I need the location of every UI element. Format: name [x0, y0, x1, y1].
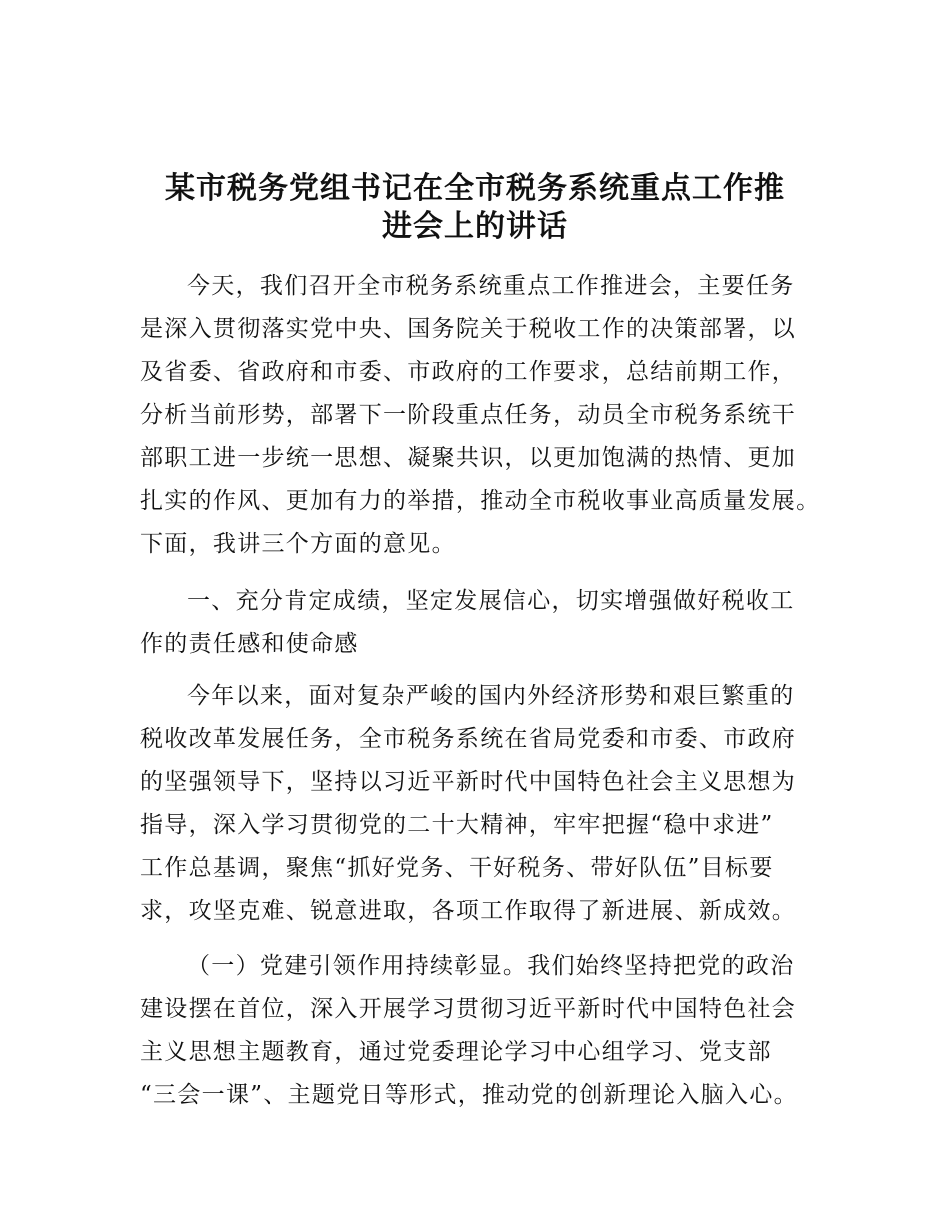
document-title — [120, 170, 830, 246]
paragraph-line: 分析当前形势，部署下一阶段重点任务，动员全市税务系统干 — [140, 402, 797, 428]
paragraph-line: 今天，我们召开全市税务系统重点工作推进会，主要任务 — [187, 273, 795, 299]
paragraph-line: “三会一课”、主题党日等形式，推动党的创新理论入脑入心。 — [140, 1082, 798, 1108]
paragraph-line: 工作总基调，聚焦“抓好党务、干好税务、带好队伍”目标要 — [140, 855, 774, 881]
paragraph-line: 是深入贯彻落实党中央、国务院关于税收工作的决策部署，以 — [140, 316, 797, 342]
paragraph-line: 的坚强领导下，坚持以习近平新时代中国特色社会主义思想为 — [140, 769, 797, 795]
section-heading-1 — [140, 580, 840, 666]
paragraph-line: 主义思想主题教育，通过党委理论学习中心组学习、党支部 — [140, 1039, 772, 1065]
paragraph-line: 今年以来，面对复杂严峻的国内外经济形势和艰巨繁重的 — [187, 683, 795, 709]
paragraph-line: 下面，我讲三个方面的意见。 — [140, 531, 456, 557]
paragraph-line: 税收改革发展任务，全市税务系统在省局党委和市委、市政府 — [140, 726, 797, 752]
paragraph-line: 建设摆在首位，深入开展学习贯彻习近平新时代中国特色社会 — [140, 996, 797, 1022]
title-line: 某市税务党组书记在全市税务系统重点工作推 — [165, 171, 785, 206]
paragraph-line: 一、充分肯定成绩，坚定发展信心，切实增强做好税收工 — [187, 588, 795, 614]
paragraph-line: 扎实的作风、更加有力的举措，推动全市税收事业高质量发展。 — [140, 488, 821, 514]
title-line: 进会上的讲话 — [382, 209, 568, 244]
paragraph-line: 指导，深入学习贯彻党的二十大精神，牢牢把握“稳中求进” — [140, 812, 774, 838]
paragraph-line: 及省委、省政府和市委、市政府的工作要求，总结前期工作， — [140, 359, 797, 385]
achievements-paragraph — [140, 675, 840, 933]
paragraph-line: 求，攻坚克难、锐意进取，各项工作取得了新进展、新成效。 — [140, 898, 797, 924]
paragraph-line: 部职工进一步统一思想、凝聚共识，以更加饱满的热情、更加 — [140, 445, 797, 471]
paragraph-line: 作的责任感和使命感 — [140, 631, 359, 657]
paragraph-line: （一）党建引领作用持续彰显。我们始终坚持把党的政治 — [187, 953, 795, 979]
intro-paragraph — [140, 265, 840, 566]
party-building-paragraph — [140, 945, 840, 1117]
